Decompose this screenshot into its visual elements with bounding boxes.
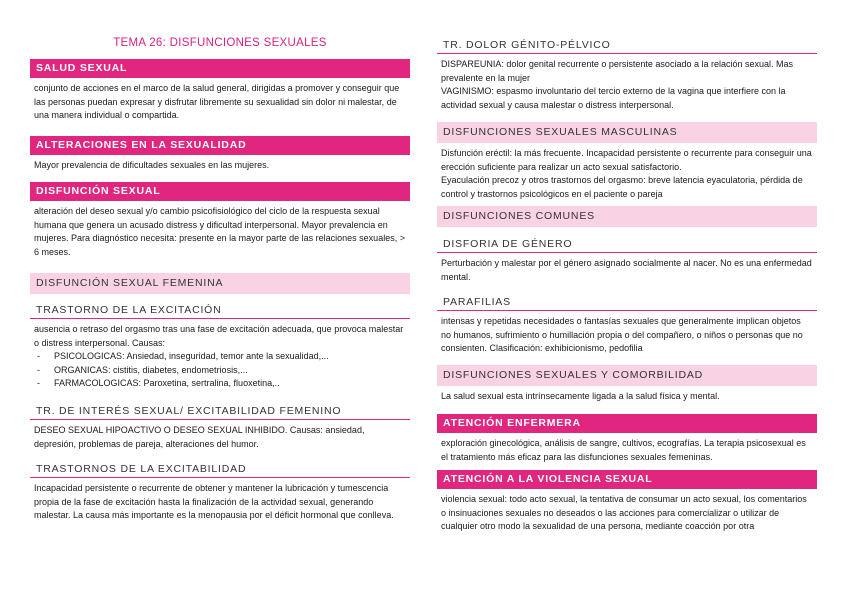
section-text: Mayor prevalencia de dificultades sexuales en las mujeres.	[34, 160, 270, 170]
section-header: ATENCIÓN A LA VIOLENCIA SEXUAL	[437, 470, 817, 489]
list-item: - PSICOLOGICAS: Ansiedad, inseguridad, temor ante la sexualidad,...	[34, 350, 406, 364]
section-header: PARAFILIAS	[437, 293, 817, 311]
section-comunes	[437, 206, 817, 227]
document-title: TEMA 26: DISFUNCIONES SEXUALES	[113, 37, 327, 49]
section-header: ATENCIÓN ENFERMERA	[437, 414, 817, 433]
list-item: - ORGANICAS: cistitis, diabetes, endometriosis,...	[34, 364, 406, 378]
causes-list	[34, 350, 406, 391]
section-header: TR. DOLOR GÉNITO-PÉLVICO	[437, 36, 817, 54]
list-item: - FARMACOLOGICAS: Paroxetina, sertralina, fluoxetina,..	[34, 377, 406, 391]
section-header: DISFUNCIÓN SEXUAL	[30, 182, 410, 201]
section-parafilias	[437, 293, 817, 356]
section-text: violencia sexual: todo acto sexual, la tentativa de consumar un acto sexual, los comentarios o insinuaciones sexuales no deseados o las acciones para comercializar o utilizar de cualquier otro modo la sexualidad de una persona, mediante coacción por otra	[441, 494, 807, 531]
section-text: DESEO SEXUAL HIPOACTIVO O DESEO SEXUAL INHIBIDO. Causas: ansiedad, depresión, problemas de pareja, alteraciones del humor.	[34, 425, 365, 449]
section-masculinas	[437, 122, 817, 201]
section-header: DISFUNCIONES SEXUALES MASCULINAS	[437, 122, 817, 143]
section-disfuncion-sexual	[30, 182, 410, 259]
section-text: DISPAREUNIA: dolor genital recurrente o persistente asociado a la relación sexual. Mas prevalente en la mujer	[441, 59, 794, 83]
section-disfuncion-femenina	[30, 273, 410, 294]
section-header: ALTERACIONES EN LA SEXUALIDAD	[30, 136, 410, 155]
section-text: Incapacidad persistente o recurrente de obtener y mantener la lubricación y tumescencia propia de la fase de excitación hasta la finalización de la actividad sexual, generando malestar. La causa más importante es la menopausia por el déficit hormonal que conlleva.	[34, 483, 394, 520]
section-text: Perturbación y malestar por el género asignado socialmente al nacer. No es una enfermedad mental.	[441, 258, 812, 282]
section-violencia-sexual	[437, 470, 817, 534]
section-atencion-enfermera	[437, 414, 817, 464]
section-text: Eyaculación precoz y otros trastornos del orgasmo: breve latencia eyaculatoria, pérdida de control y trastornos psicológicos en el paciente o pareja	[441, 175, 803, 199]
section-text: exploración ginecológica, análisis de sangre, cultivos, ecografías. La terapia psicosexual es el tratamiento más eficaz para las disfunciones sexuales femeninas.	[441, 438, 806, 462]
section-text: ausencia o retraso del orgasmo tras una fase de excitación adecuada, que provoca malestar o distress interpersonal. Causas:	[34, 324, 404, 348]
section-header: SALUD SEXUAL	[30, 59, 410, 78]
section-text: Disfunción eréctil: la más frecuente. Incapacidad persistente o recurrente para conseguir una erección suficiente para realizar un acto sexual satisfactorio.	[441, 148, 812, 172]
section-text: VAGINISMO: espasmo involuntario del tercio externo de la vagina que interfiere con la actividad sexual y causa malestar o distress interpersonal.	[441, 86, 786, 110]
section-text: alteración del deseo sexual y/o cambio psicofisiológico del ciclo de la respuesta sexual humana que genera un acusado distress y dificultad interpersonal. Mayor prevalencia en mujeres. Para diagnóstico necesita: presente en la mayor parte de las relaciones sexuales, > 6 meses.	[34, 206, 405, 257]
section-text: intensas y repetidas necesidades o fantasías sexuales que generalmente implican objetos no humanos, sufrimiento o humillación propia o del compañero, o niños o personas que no consienten. Clasificación: exhibicionismo, pedofilia	[441, 316, 803, 353]
section-header: DISFUNCIONES SEXUALES Y COMORBILIDAD	[437, 365, 817, 386]
section-excitabilidad	[30, 460, 410, 523]
section-header: TR. DE INTERÉS SEXUAL/ EXCITABILIDAD FEMENINO	[30, 402, 410, 420]
section-header: TRASTORNOS DE LA EXCITABILIDAD	[30, 460, 410, 478]
section-salud-sexual	[30, 59, 410, 123]
section-interes-sexual	[30, 402, 410, 451]
section-header: DISFUNCIÓN SEXUAL FEMENINA	[30, 273, 410, 294]
section-trastorno-excitacion	[30, 301, 410, 391]
section-header: DISFUNCIONES COMUNES	[437, 206, 817, 227]
section-text: La salud sexual esta intrínsecamente ligada a la salud física y mental.	[441, 391, 720, 401]
section-comorbilidad	[437, 365, 817, 404]
section-header: TRASTORNO DE LA EXCITACIÓN	[30, 301, 410, 319]
section-disforia	[437, 235, 817, 284]
section-dolor-genito-pelvico	[437, 36, 817, 112]
section-alteraciones	[30, 136, 410, 173]
section-text: conjunto de acciones en el marco de la salud general, dirigidas a promover y conseguir que las personas puedan expresar y disfrutar libremente su sexualidad sin dolor ni malestar, de una manera individual o compartida.	[34, 83, 400, 120]
section-header: DISFORIA DE GÉNERO	[437, 235, 817, 253]
